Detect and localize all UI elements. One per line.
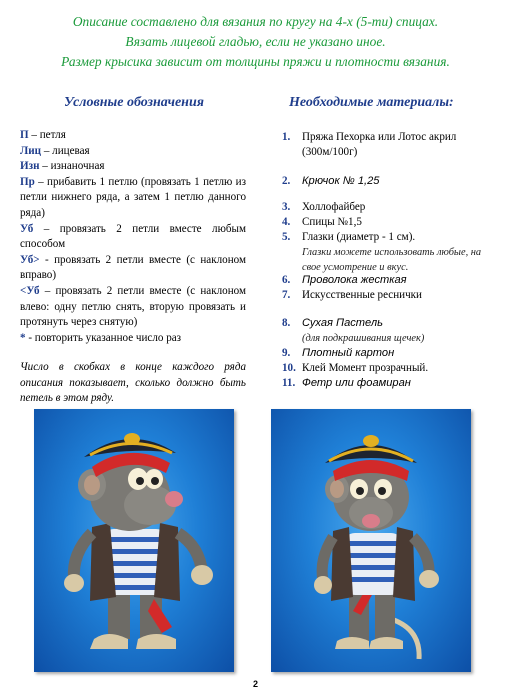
- legend-item: [20, 175, 246, 222]
- legend-desc: - повторить указанное число раз: [25, 331, 182, 344]
- material-item: [282, 174, 496, 189]
- legend-abbr: П: [20, 129, 29, 141]
- page-number: 2: [252, 679, 258, 689]
- toy-photo-side: [271, 409, 471, 672]
- material-item: [282, 130, 496, 160]
- legend-item: [20, 128, 246, 144]
- legend-title: Условные обозначения: [64, 95, 204, 110]
- intro-line-3: Размер крысика зависит от толщины пряжи и плотности вязания.: [61, 54, 450, 69]
- legend-item: [20, 331, 246, 347]
- toy-photo-front: [34, 409, 234, 672]
- intro-line-2: Вязать лицевой гладью, если не указано иное.: [125, 34, 386, 49]
- material-item: [282, 230, 496, 275]
- material-num: 8.: [282, 317, 291, 329]
- rat-toy-illustration: [34, 409, 234, 672]
- material-item: [282, 316, 496, 346]
- rows-note: Число в скобках в конце каждого ряда описания показывает, сколько должно быть петель в этом ряду.: [20, 361, 246, 405]
- legend-abbr: *: [20, 331, 26, 344]
- material-num: 11.: [282, 377, 296, 389]
- materials-title: Необходимые материалы:: [289, 95, 454, 110]
- material-subnote: Глазки можете использовать любые, на свое усмотрение и вкус.: [302, 247, 482, 273]
- legend-list: [20, 128, 246, 346]
- material-text: Пряжа Пехорка или Лотос акрил (300м/100г): [302, 131, 457, 158]
- legend-abbr: <Уб: [20, 284, 40, 297]
- legend-desc: - провязать 2 петли вместе (с наклоном вправо): [20, 253, 246, 282]
- legend-item: [20, 222, 246, 253]
- legend-desc: – провязать 2 петли вместе (с наклоном влево: одну петлю снять, вторую провязать и протянуть через снятую): [20, 284, 246, 329]
- legend-desc: – лицевая: [41, 144, 90, 157]
- legend-item: [20, 159, 246, 175]
- material-text: Искусственные реснички: [302, 289, 422, 301]
- legend-abbr: Уб>: [20, 253, 40, 266]
- intro-line-1: Описание составлено для вязания по кругу на 4-х (5-ти) спицах.: [72, 14, 439, 29]
- material-text: Клей Момент прозрачный.: [302, 362, 429, 374]
- legend-desc: – прибавить 1 петлю (провязать 1 петлю из петли нижнего ряда, а затем 1 петлю данного ряда): [20, 175, 246, 219]
- material-item: [282, 361, 496, 376]
- legend-item: [20, 144, 246, 160]
- material-text: Спицы №1,5: [302, 216, 362, 228]
- material-text: Крючок № 1,25: [302, 175, 380, 187]
- legend-desc: – петля: [28, 129, 66, 141]
- material-num: 4.: [282, 216, 291, 228]
- material-num: 2.: [282, 175, 291, 187]
- legend-item: [20, 253, 246, 284]
- material-text: Плотный картон: [302, 347, 395, 359]
- material-text: Глазки (диаметр - 1 см).: [302, 231, 416, 243]
- legend-abbr: Пр: [20, 175, 35, 188]
- material-text: Фетр или фоамиран: [302, 377, 411, 389]
- material-item: [282, 346, 496, 361]
- material-num: 6.: [282, 274, 291, 286]
- material-text: Проволока жесткая: [302, 274, 407, 286]
- rat-toy-illustration: [271, 409, 471, 672]
- material-subnote: (для подкрашивания щечек): [302, 333, 425, 344]
- legend-abbr: Изн: [20, 160, 40, 173]
- material-num: 7.: [282, 289, 291, 301]
- legend-desc: – провязать 2 петли вместе любым способом: [20, 222, 246, 251]
- legend-abbr: Уб: [20, 222, 34, 235]
- legend-abbr: Лиц: [20, 144, 42, 157]
- material-item: [282, 273, 496, 288]
- material-num: 1.: [282, 131, 291, 143]
- material-item: [282, 288, 496, 303]
- material-item: [282, 215, 496, 230]
- material-item: [282, 200, 496, 215]
- intro-text: [0, 12, 511, 72]
- material-num: 3.: [282, 201, 291, 213]
- material-num: 5.: [282, 231, 291, 243]
- material-text: Сухая Пастель: [302, 317, 383, 329]
- material-item: [282, 376, 496, 391]
- legend-desc: – изнаночная: [39, 160, 105, 173]
- legend-item: [20, 284, 246, 331]
- material-num: 10.: [282, 362, 296, 374]
- material-text: Холлофайбер: [302, 201, 366, 213]
- material-num: 9.: [282, 347, 291, 359]
